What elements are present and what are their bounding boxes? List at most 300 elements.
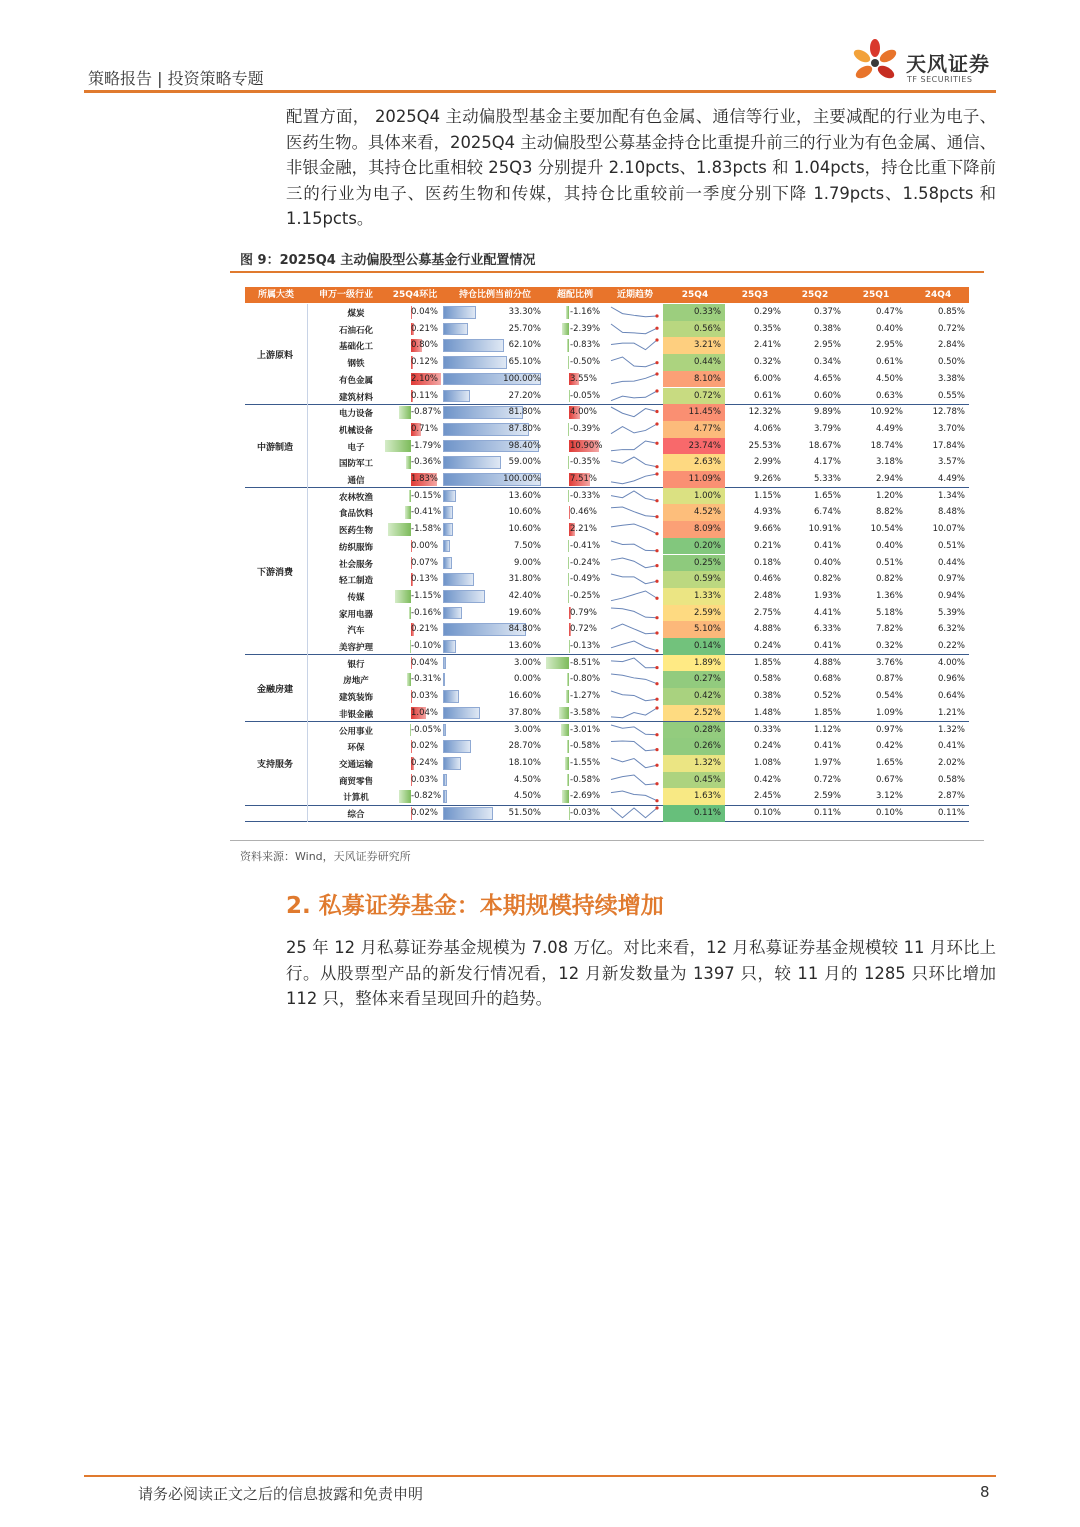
quarter-value: 4.17% bbox=[813, 457, 841, 468]
trend-line bbox=[611, 641, 657, 651]
table-header-cell: 25Q1 bbox=[862, 290, 890, 300]
percentile-bar bbox=[443, 657, 446, 670]
percentile-bar bbox=[443, 573, 474, 586]
industry-name: 环保 bbox=[347, 743, 365, 754]
quarter-value: 9.89% bbox=[813, 407, 841, 418]
quarter-value: 3.76% bbox=[875, 657, 903, 668]
trend-line bbox=[611, 758, 657, 768]
quarter-value: 0.35% bbox=[753, 323, 781, 334]
trend-last-point bbox=[655, 597, 658, 600]
industry-allocation-table bbox=[245, 287, 969, 823]
percentile-bar bbox=[443, 540, 450, 553]
overweight-value: -0.03% bbox=[570, 808, 601, 818]
quarter-value: 10.54% bbox=[870, 524, 903, 535]
quarter-value: 0.20% bbox=[693, 540, 721, 551]
overweight-value: -0.13% bbox=[570, 641, 601, 651]
overweight-bar bbox=[568, 490, 569, 503]
group-label: 上游原料 bbox=[256, 351, 293, 362]
qoq-change-value: -0.36% bbox=[411, 457, 442, 468]
overweight-value: -0.05% bbox=[570, 390, 601, 401]
qoq-change-value: -0.31% bbox=[411, 674, 442, 685]
trend-sparkline bbox=[609, 505, 659, 520]
quarter-value: 0.94% bbox=[937, 590, 965, 601]
percentile-value: 27.20% bbox=[508, 390, 541, 401]
trend-last-point bbox=[655, 422, 658, 425]
trend-last-point bbox=[655, 698, 658, 701]
industry-name: 公用事业 bbox=[338, 726, 373, 737]
figure-source: 资料来源：Wind，天风证券研究所 bbox=[240, 850, 411, 863]
trend-line bbox=[611, 791, 657, 801]
quarter-value: 0.42% bbox=[875, 741, 903, 752]
percentile-value: 4.50% bbox=[513, 791, 541, 802]
overweight-value: -0.33% bbox=[570, 490, 601, 501]
overweight-bar bbox=[566, 306, 569, 319]
quarter-value: 1.63% bbox=[693, 791, 721, 802]
trend-last-point bbox=[655, 410, 658, 413]
quarter-value: 0.44% bbox=[937, 557, 965, 568]
qoq-change-value: -1.15% bbox=[411, 590, 442, 601]
industry-name: 传媒 bbox=[347, 592, 365, 603]
quarter-value: 5.33% bbox=[813, 474, 841, 484]
percentile-bar bbox=[443, 306, 476, 319]
quarter-value: 11.45% bbox=[688, 407, 721, 418]
percentile-value: 51.50% bbox=[508, 808, 541, 818]
percentile-value: 28.70% bbox=[508, 741, 541, 752]
quarter-value: 0.10% bbox=[875, 808, 903, 818]
overweight-bar bbox=[568, 356, 569, 369]
quarter-value: 8.82% bbox=[875, 507, 903, 518]
quarter-value: 0.50% bbox=[937, 357, 965, 368]
overweight-bar bbox=[568, 573, 569, 586]
quarter-value: 1.36% bbox=[875, 590, 903, 601]
percentile-value: 9.00% bbox=[513, 557, 541, 568]
trend-sparkline bbox=[609, 789, 659, 804]
trend-last-point bbox=[655, 465, 658, 468]
trend-last-point bbox=[655, 632, 658, 635]
quarter-value: 2.45% bbox=[753, 791, 781, 802]
quarter-value: 7.82% bbox=[875, 624, 903, 635]
quarter-value: 8.48% bbox=[937, 507, 965, 518]
percentile-bar bbox=[443, 774, 447, 787]
industry-name: 通信 bbox=[347, 476, 365, 486]
quarter-value: 1.32% bbox=[937, 724, 965, 735]
report-header-title: 策略报告 | 投资策略专题 bbox=[88, 69, 264, 88]
quarter-value: 4.41% bbox=[813, 607, 841, 618]
quarter-value: 5.39% bbox=[937, 607, 965, 618]
quarter-value: 0.22% bbox=[937, 641, 965, 651]
industry-name: 商贸零售 bbox=[338, 776, 373, 787]
quarter-value: 0.51% bbox=[875, 557, 903, 568]
industry-name: 美容护理 bbox=[338, 643, 373, 653]
overweight-bar bbox=[568, 423, 569, 436]
overweight-value: -0.83% bbox=[570, 340, 601, 351]
page-number: 8 bbox=[980, 1483, 990, 1501]
quarter-value: 0.41% bbox=[937, 741, 965, 752]
table-header-cell: 25Q2 bbox=[801, 290, 829, 300]
trend-sparkline bbox=[609, 355, 659, 370]
quarter-value: 4.88% bbox=[753, 624, 781, 635]
percentile-value: 100.00% bbox=[503, 474, 541, 484]
overweight-value: -0.41% bbox=[570, 540, 601, 551]
percentile-bar bbox=[443, 456, 501, 469]
qoq-change-value: 0.03% bbox=[411, 774, 439, 785]
figure-bottom-rule bbox=[230, 840, 984, 841]
percentile-value: 42.40% bbox=[508, 590, 541, 601]
quarter-value: 0.42% bbox=[693, 691, 721, 702]
group-column-separator bbox=[307, 304, 308, 822]
percentile-value: 13.60% bbox=[508, 490, 541, 501]
quarter-value: 4.49% bbox=[875, 423, 903, 434]
trend-last-point bbox=[655, 326, 658, 329]
percentile-bar bbox=[443, 724, 446, 737]
overweight-value: 10.90% bbox=[570, 440, 603, 451]
qoq-change-bar bbox=[399, 406, 411, 419]
trend-line bbox=[611, 524, 657, 534]
quarter-value: 2.84% bbox=[937, 340, 965, 351]
quarter-value: 18.67% bbox=[808, 440, 841, 451]
trend-last-point bbox=[655, 339, 658, 342]
quarter-value: 12.78% bbox=[932, 407, 965, 418]
trend-line bbox=[611, 491, 657, 501]
overweight-bar bbox=[562, 790, 569, 803]
percentile-value: 84.80% bbox=[508, 624, 541, 635]
overweight-bar bbox=[546, 657, 569, 670]
trend-sparkline bbox=[609, 689, 659, 704]
qoq-change-value: -0.10% bbox=[411, 641, 442, 651]
trend-line bbox=[611, 457, 657, 467]
table-header-cell: 超配比例 bbox=[556, 290, 593, 300]
trend-last-point bbox=[655, 441, 658, 444]
quarter-value: 3.79% bbox=[813, 423, 841, 434]
quarter-value: 0.55% bbox=[937, 390, 965, 401]
percentile-bar bbox=[443, 506, 453, 519]
trend-sparkline bbox=[609, 422, 659, 437]
quarter-value: 1.93% bbox=[813, 590, 841, 601]
qoq-change-value: 0.02% bbox=[411, 808, 439, 818]
industry-name: 有色金属 bbox=[338, 375, 373, 386]
trend-sparkline bbox=[609, 322, 659, 337]
percentile-value: 65.10% bbox=[508, 357, 541, 368]
quarter-value: 1.48% bbox=[753, 707, 781, 718]
overweight-value: -0.49% bbox=[570, 574, 601, 585]
trend-last-point bbox=[655, 616, 658, 619]
percentile-value: 87.80% bbox=[508, 423, 541, 434]
quarter-value: 1.34% bbox=[937, 490, 965, 501]
quarter-value: 0.97% bbox=[875, 724, 903, 735]
qoq-change-value: 0.03% bbox=[411, 691, 439, 702]
overweight-value: -8.51% bbox=[570, 657, 601, 668]
percentile-value: 81.80% bbox=[508, 407, 541, 418]
percentile-value: 100.00% bbox=[503, 373, 541, 384]
figure-caption: 图 9：2025Q4 主动偏股型公募基金行业配置情况 bbox=[240, 253, 536, 268]
quarter-value: 0.34% bbox=[813, 357, 841, 368]
trend-sparkline bbox=[609, 539, 659, 554]
percentile-bar bbox=[443, 757, 461, 770]
quarter-value: 0.97% bbox=[937, 574, 965, 585]
quarter-value: 25.53% bbox=[748, 440, 781, 451]
quarter-value: 0.11% bbox=[813, 808, 841, 818]
industry-name: 医药生物 bbox=[338, 526, 373, 537]
percentile-value: 19.60% bbox=[508, 607, 541, 618]
qoq-change-value: 1.83% bbox=[411, 474, 439, 484]
trend-sparkline bbox=[609, 305, 659, 320]
trend-line bbox=[611, 474, 657, 484]
quarter-value: 0.47% bbox=[875, 307, 903, 317]
percentile-bar bbox=[443, 390, 470, 403]
trend-line bbox=[611, 808, 657, 818]
quarter-value: 0.56% bbox=[693, 323, 721, 334]
industry-name: 房地产 bbox=[343, 676, 369, 687]
percentile-bar bbox=[443, 707, 480, 720]
quarter-value: 0.72% bbox=[813, 774, 841, 785]
qoq-change-value: -1.58% bbox=[411, 524, 442, 535]
percentile-bar bbox=[443, 523, 453, 536]
industry-name: 钢铁 bbox=[347, 359, 365, 370]
quarter-value: 0.82% bbox=[875, 574, 903, 585]
quarter-value: 0.21% bbox=[753, 540, 781, 551]
trend-line bbox=[611, 441, 657, 451]
quarter-value: 1.89% bbox=[693, 657, 721, 668]
overweight-bar bbox=[567, 774, 569, 787]
percentile-bar bbox=[443, 690, 459, 703]
percentile-value: 3.00% bbox=[513, 657, 541, 668]
quarter-value: 18.74% bbox=[870, 440, 903, 451]
footer-disclaimer: 请务必阅读正文之后的信息披露和免责申明 bbox=[138, 1485, 424, 1503]
trend-line bbox=[611, 307, 657, 317]
overweight-bar bbox=[565, 757, 569, 770]
industry-name: 石油石化 bbox=[338, 325, 373, 336]
quarter-value: 0.85% bbox=[937, 307, 965, 317]
quarter-value: 3.21% bbox=[693, 340, 721, 351]
quarter-value: 0.58% bbox=[753, 674, 781, 685]
quarter-value: 10.07% bbox=[932, 524, 965, 535]
quarter-value: 1.85% bbox=[753, 657, 781, 668]
quarter-value: 0.27% bbox=[693, 674, 721, 685]
overweight-bar bbox=[568, 456, 569, 469]
overweight-value: 0.46% bbox=[570, 507, 598, 518]
group-label: 中游制造 bbox=[256, 442, 293, 453]
qoq-change-value: 0.21% bbox=[411, 624, 439, 635]
quarter-value: 0.11% bbox=[693, 808, 721, 818]
quarter-value: 0.41% bbox=[813, 641, 841, 651]
table-header-cell: 近期趋势 bbox=[616, 290, 653, 300]
quarter-value: 1.33% bbox=[693, 590, 721, 601]
quarter-value: 0.40% bbox=[875, 323, 903, 334]
overweight-bar bbox=[566, 690, 569, 703]
quarter-value: 10.91% bbox=[808, 524, 841, 535]
qoq-change-value: -0.15% bbox=[411, 490, 442, 501]
header-divider bbox=[84, 90, 996, 93]
quarter-value: 8.10% bbox=[693, 373, 721, 384]
quarter-value: 4.49% bbox=[937, 474, 965, 484]
table-header-cell: 25Q4 bbox=[681, 290, 709, 300]
trend-sparkline bbox=[609, 656, 659, 671]
overweight-value: 2.21% bbox=[570, 524, 598, 535]
quarter-value: 0.38% bbox=[813, 323, 841, 334]
industry-name: 电力设备 bbox=[338, 409, 373, 420]
quarter-value: 2.41% bbox=[753, 340, 781, 351]
quarter-value: 0.60% bbox=[813, 390, 841, 401]
qoq-change-value: -0.16% bbox=[411, 607, 442, 618]
quarter-value: 0.40% bbox=[813, 557, 841, 568]
qoq-change-bar bbox=[399, 790, 411, 803]
quarter-value: 9.26% bbox=[753, 474, 781, 484]
percentile-value: 4.50% bbox=[513, 774, 541, 785]
quarter-value: 9.66% bbox=[753, 524, 781, 535]
quarter-value: 4.06% bbox=[753, 423, 781, 434]
industry-name: 农林牧渔 bbox=[338, 492, 373, 503]
quarter-value: 1.65% bbox=[875, 757, 903, 768]
percentile-value: 62.10% bbox=[508, 340, 541, 351]
quarter-value: 0.32% bbox=[875, 641, 903, 651]
trend-last-point bbox=[655, 782, 658, 785]
trend-line bbox=[611, 507, 657, 517]
group-divider bbox=[245, 487, 969, 488]
quarter-value: 0.61% bbox=[753, 390, 781, 401]
trend-sparkline bbox=[609, 756, 659, 771]
trend-line bbox=[611, 407, 657, 417]
quarter-value: 0.59% bbox=[693, 574, 721, 585]
trend-sparkline bbox=[609, 372, 659, 387]
quarter-value: 0.18% bbox=[753, 557, 781, 568]
trend-sparkline bbox=[609, 723, 659, 738]
quarter-value: 17.84% bbox=[932, 440, 965, 451]
group-divider bbox=[245, 805, 969, 806]
trend-sparkline bbox=[609, 472, 659, 487]
percentile-bar bbox=[443, 356, 507, 369]
quarter-value: 0.54% bbox=[875, 691, 903, 702]
quarter-value: 2.95% bbox=[813, 340, 841, 351]
overweight-bar bbox=[567, 740, 569, 753]
quarter-value: 2.87% bbox=[937, 791, 965, 802]
trend-last-point bbox=[655, 361, 658, 364]
quarter-value: 0.58% bbox=[937, 774, 965, 785]
quarter-value: 0.33% bbox=[753, 724, 781, 735]
quarter-value: 1.32% bbox=[693, 757, 721, 768]
quarter-value: 2.59% bbox=[693, 607, 721, 618]
trend-sparkline bbox=[609, 639, 659, 654]
trend-sparkline bbox=[609, 589, 659, 604]
trend-sparkline bbox=[609, 622, 659, 637]
quarter-value: 0.72% bbox=[693, 390, 721, 401]
quarter-value: 0.96% bbox=[937, 674, 965, 685]
overweight-value: 4.00% bbox=[570, 407, 598, 418]
trend-last-point bbox=[655, 580, 658, 583]
trend-line bbox=[611, 324, 657, 334]
quarter-value: 6.74% bbox=[813, 507, 841, 518]
overweight-value: -3.58% bbox=[570, 707, 601, 718]
percentile-bar bbox=[443, 740, 471, 753]
industry-name: 汽车 bbox=[347, 626, 365, 637]
quarter-value: 0.64% bbox=[937, 691, 965, 702]
table-header-cell: 所属大类 bbox=[257, 290, 294, 300]
percentile-value: 25.70% bbox=[508, 323, 541, 334]
overweight-value: 0.79% bbox=[570, 607, 598, 618]
trend-last-point bbox=[655, 733, 658, 736]
quarter-value: 10.92% bbox=[870, 407, 903, 418]
quarter-value: 2.95% bbox=[875, 340, 903, 351]
quarter-value: 12.32% bbox=[748, 407, 781, 418]
percentile-bar bbox=[443, 807, 493, 820]
trend-last-point bbox=[655, 389, 658, 392]
qoq-change-value: 2.10% bbox=[411, 373, 439, 384]
quarter-value: 1.12% bbox=[813, 724, 841, 735]
overweight-value: -0.50% bbox=[570, 357, 601, 368]
industry-name: 电子 bbox=[347, 442, 365, 453]
trend-line bbox=[611, 558, 657, 568]
trend-line bbox=[611, 374, 657, 384]
quarter-value: 2.99% bbox=[753, 457, 781, 468]
quarter-value: 0.37% bbox=[813, 307, 841, 317]
quarter-value: 8.09% bbox=[693, 524, 721, 535]
qoq-change-bar bbox=[388, 523, 411, 536]
qoq-change-bar bbox=[395, 590, 411, 603]
trend-last-point bbox=[655, 666, 658, 669]
percentile-value: 0.00% bbox=[513, 674, 541, 685]
quarter-value: 0.67% bbox=[875, 774, 903, 785]
overweight-value: -0.25% bbox=[570, 590, 601, 601]
logo-subtitle: TF SECURITIES bbox=[907, 75, 973, 84]
overweight-value: -0.58% bbox=[570, 741, 601, 752]
trend-line bbox=[611, 591, 657, 601]
quarter-value: 11.09% bbox=[688, 474, 721, 484]
quarter-value: 0.42% bbox=[753, 774, 781, 785]
overweight-bar bbox=[559, 707, 569, 720]
overweight-value: -0.24% bbox=[570, 557, 601, 568]
group-label: 金融房建 bbox=[256, 685, 293, 696]
qoq-change-value: 0.13% bbox=[411, 574, 439, 585]
qoq-change-value: 0.21% bbox=[411, 323, 439, 334]
quarter-value: 4.93% bbox=[753, 507, 781, 518]
figure-top-rule bbox=[230, 271, 984, 273]
industry-name: 基础化工 bbox=[338, 342, 373, 353]
industry-name: 国防军工 bbox=[338, 459, 373, 470]
overweight-bar bbox=[567, 673, 569, 686]
overweight-value: -2.39% bbox=[570, 323, 601, 334]
trend-line bbox=[611, 574, 657, 584]
trend-line bbox=[611, 608, 657, 618]
quarter-value: 3.38% bbox=[937, 373, 965, 384]
overweight-value: -2.69% bbox=[570, 791, 601, 802]
percentile-value: 31.80% bbox=[508, 574, 541, 585]
percentile-bar bbox=[443, 323, 468, 336]
quarter-value: 23.74% bbox=[688, 440, 721, 451]
quarter-value: 2.63% bbox=[693, 457, 721, 468]
overweight-bar bbox=[561, 724, 569, 737]
trend-last-point bbox=[655, 564, 658, 567]
overweight-bar bbox=[568, 540, 569, 553]
quarter-value: 4.88% bbox=[813, 657, 841, 668]
qoq-change-value: 0.12% bbox=[411, 357, 439, 368]
trend-sparkline bbox=[609, 739, 659, 754]
quarter-value: 1.97% bbox=[813, 757, 841, 768]
percentile-value: 13.60% bbox=[508, 641, 541, 651]
quarter-value: 1.15% bbox=[753, 490, 781, 501]
group-divider bbox=[245, 654, 969, 655]
industry-name: 计算机 bbox=[343, 793, 369, 804]
overweight-value: -0.35% bbox=[570, 457, 601, 468]
trend-line bbox=[611, 541, 657, 551]
quarter-value: 0.28% bbox=[693, 724, 721, 735]
overweight-value: -0.39% bbox=[570, 423, 601, 434]
quarter-value: 0.11% bbox=[937, 808, 965, 818]
overweight-value: -1.55% bbox=[570, 757, 601, 768]
quarter-value: 2.59% bbox=[813, 791, 841, 802]
footer-divider bbox=[84, 1475, 996, 1477]
quarter-value: 0.32% bbox=[753, 357, 781, 368]
group-label: 下游消费 bbox=[256, 568, 293, 579]
industry-name: 煤炭 bbox=[347, 309, 365, 319]
